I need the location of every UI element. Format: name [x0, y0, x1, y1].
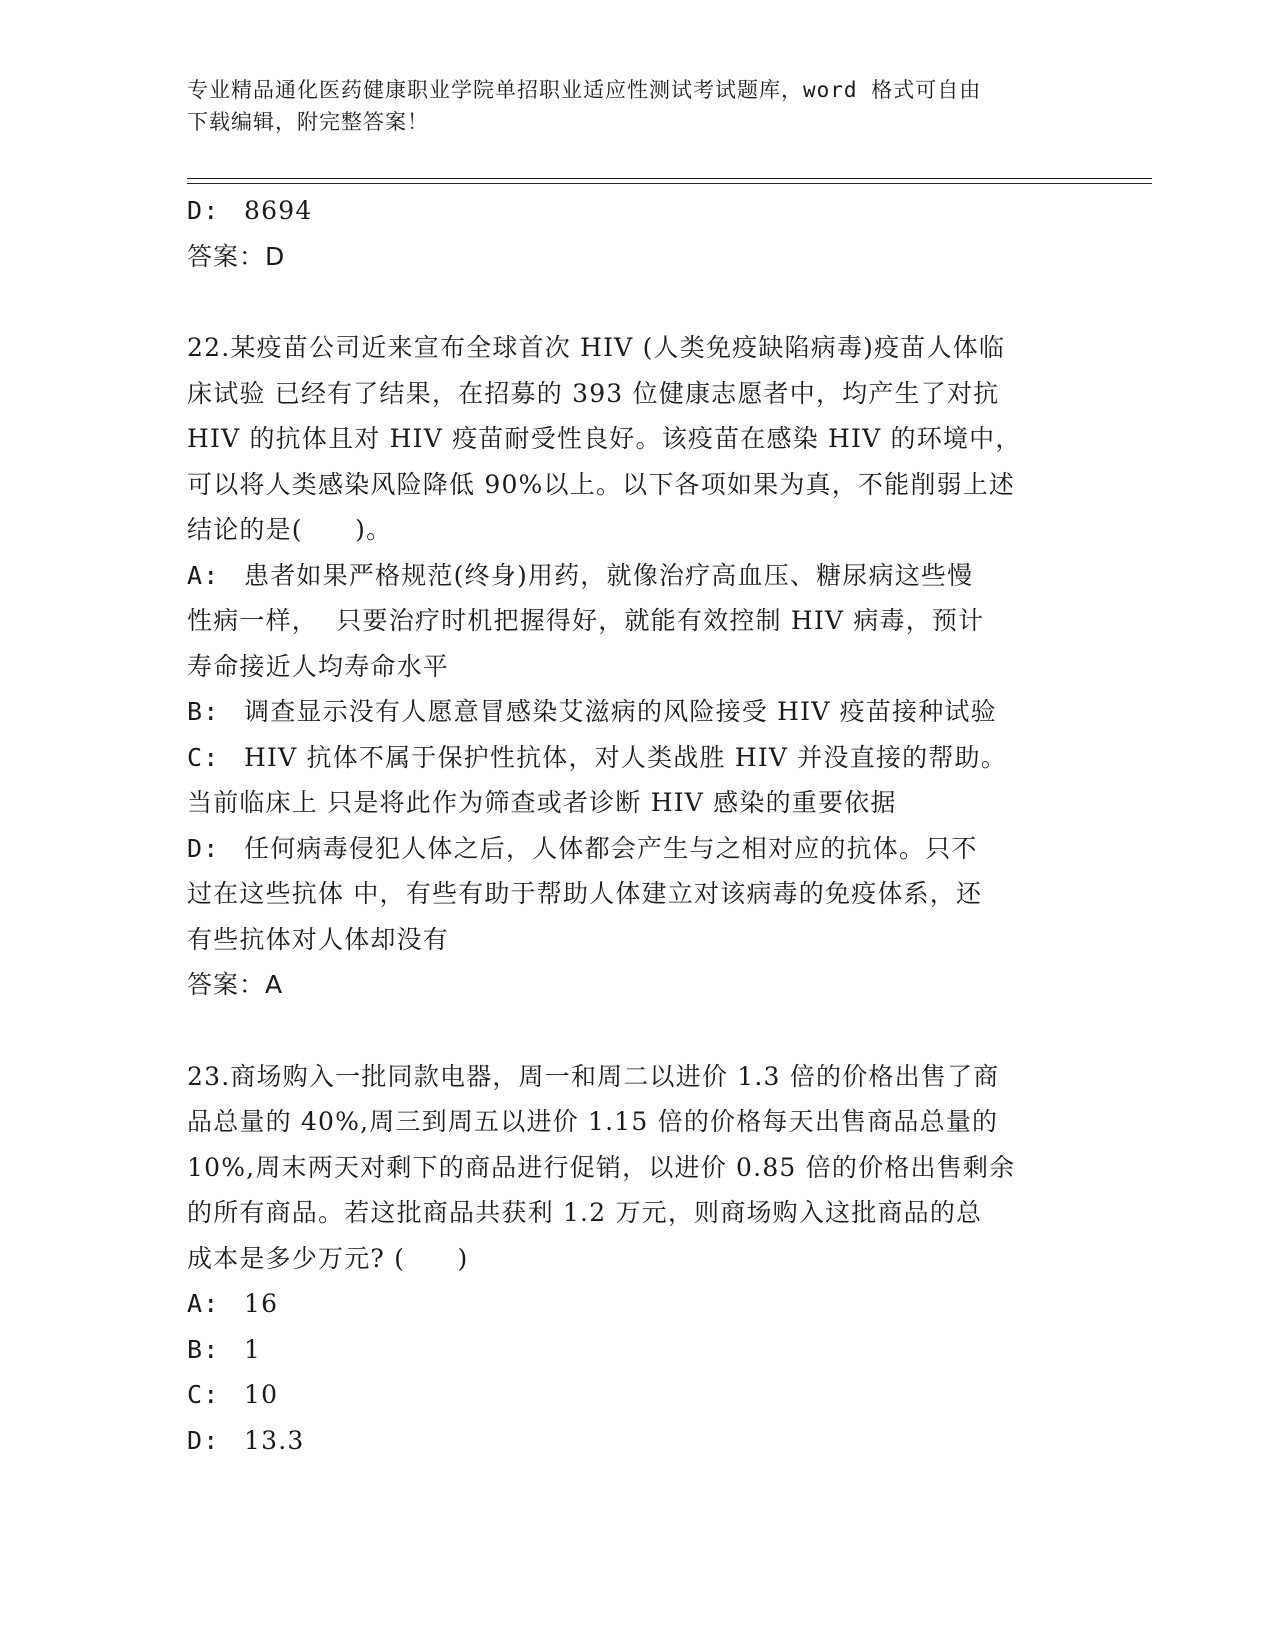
option-key: D:: [187, 1425, 220, 1455]
spacer: [187, 279, 1087, 325]
header-line-2: 下载编辑，附完整答案！: [187, 110, 429, 134]
q22-stem-line: 床试验 已经有了结果，在招募的 393 位健康志愿者中，均产生了对抗: [187, 378, 1000, 408]
option-continuation: 当前临床上 只是将此作为筛查或者诊断 HIV 感染的重要依据: [187, 788, 897, 817]
q23-option-d: [187, 1418, 1087, 1464]
option-value: 调查显示没有人愿意冒感染艾滋病的风险接受 HIV 疫苗接种试验: [244, 697, 997, 726]
question-content: [187, 188, 1087, 1463]
option-value: 8694: [244, 196, 313, 225]
option-key: D:: [187, 196, 220, 225]
header-rule-bottom: [187, 183, 1152, 184]
q23-option-b: [187, 1327, 1087, 1373]
q22-answer: 答案：A: [187, 970, 284, 999]
q23-stem-line: 的所有商品。若这批商品共获利 1.2 万元，则商场购入这批商品的总: [187, 1198, 983, 1227]
option-value: 10: [244, 1380, 279, 1409]
option-key: B:: [187, 1334, 220, 1364]
option-value: 13.3: [244, 1425, 305, 1455]
q22-stem-line: 22.某疫苗公司近来宣布全球首次 HIV (人类免疫缺陷病毒)疫苗人体临: [187, 333, 1006, 362]
q23-stem-line: 成本是多少万元? ( ): [187, 1243, 469, 1273]
option-key: B:: [187, 697, 220, 726]
q22-stem-line: 可以将人类感染风险降低 90%以上。以下各项如果为真，不能削弱上述: [187, 469, 1016, 499]
q22-stem-line: HIV 的抗体且对 HIV 疫苗耐受性良好。该疫苗在感染 HIV 的环境中，: [187, 424, 1022, 453]
prev-option-d: [187, 188, 1087, 234]
option-value: 患者如果严格规范(终身)用药，就像治疗高血压、糖尿病这些慢: [244, 560, 974, 590]
option-value: 任何病毒侵犯人体之后，人体都会产生与之相对应的抗体。只不: [244, 833, 978, 863]
q22-option-c: [187, 735, 1087, 826]
question-23: [187, 1054, 1087, 1464]
option-continuation: 性病一样， 只要治疗时机把握得好，就能有效控制 HIV 病毒，预计: [187, 606, 985, 635]
option-value: HIV 抗体不属于保护性抗体，对人类战胜 HIV 并没直接的帮助。: [244, 742, 1007, 772]
option-continuation: 有些抗体对人体却没有: [187, 924, 450, 954]
q22-option-d: [187, 826, 1087, 963]
q22-stem-line: 结论的是( )。: [187, 515, 393, 544]
q23-option-a: [187, 1281, 1087, 1327]
header-line-1: 专业精品通化医药健康职业学院单招职业适应性测试考试题库，word 格式可自由: [187, 78, 982, 102]
q22-option-b: [187, 689, 1087, 735]
prev-answer: 答案：D: [187, 241, 286, 271]
option-value: 16: [244, 1289, 279, 1318]
spacer: [187, 1008, 1087, 1054]
option-key: A:: [187, 1289, 220, 1318]
header-rule-top: [187, 178, 1152, 179]
option-key: C:: [187, 742, 220, 772]
option-key: C:: [187, 1380, 220, 1409]
option-continuation: 过在这些抗体 中，有些有助于帮助人体建立对该病毒的免疫体系，还: [187, 879, 983, 908]
option-continuation: 寿命接近人均寿命水平: [187, 651, 450, 681]
q23-stem-line: 10%,周末两天对剩下的商品进行促销，以进价 0.85 倍的价格出售剩余: [187, 1152, 1016, 1182]
q23-stem-line: 23.商场购入一批同款电器，周一和周二以进价 1.3 倍的价格出售了商: [187, 1061, 1000, 1091]
option-key: D:: [187, 833, 220, 863]
q23-option-c: [187, 1372, 1087, 1418]
question-22: [187, 325, 1087, 1008]
option-key: A:: [187, 560, 220, 590]
q23-stem-line: 品总量的 40%,周三到周五以进价 1.15 倍的价格每天出售商品总量的: [187, 1107, 999, 1136]
q22-option-a: [187, 553, 1087, 690]
option-value: 1: [244, 1334, 262, 1364]
page-header: [187, 74, 1087, 138]
